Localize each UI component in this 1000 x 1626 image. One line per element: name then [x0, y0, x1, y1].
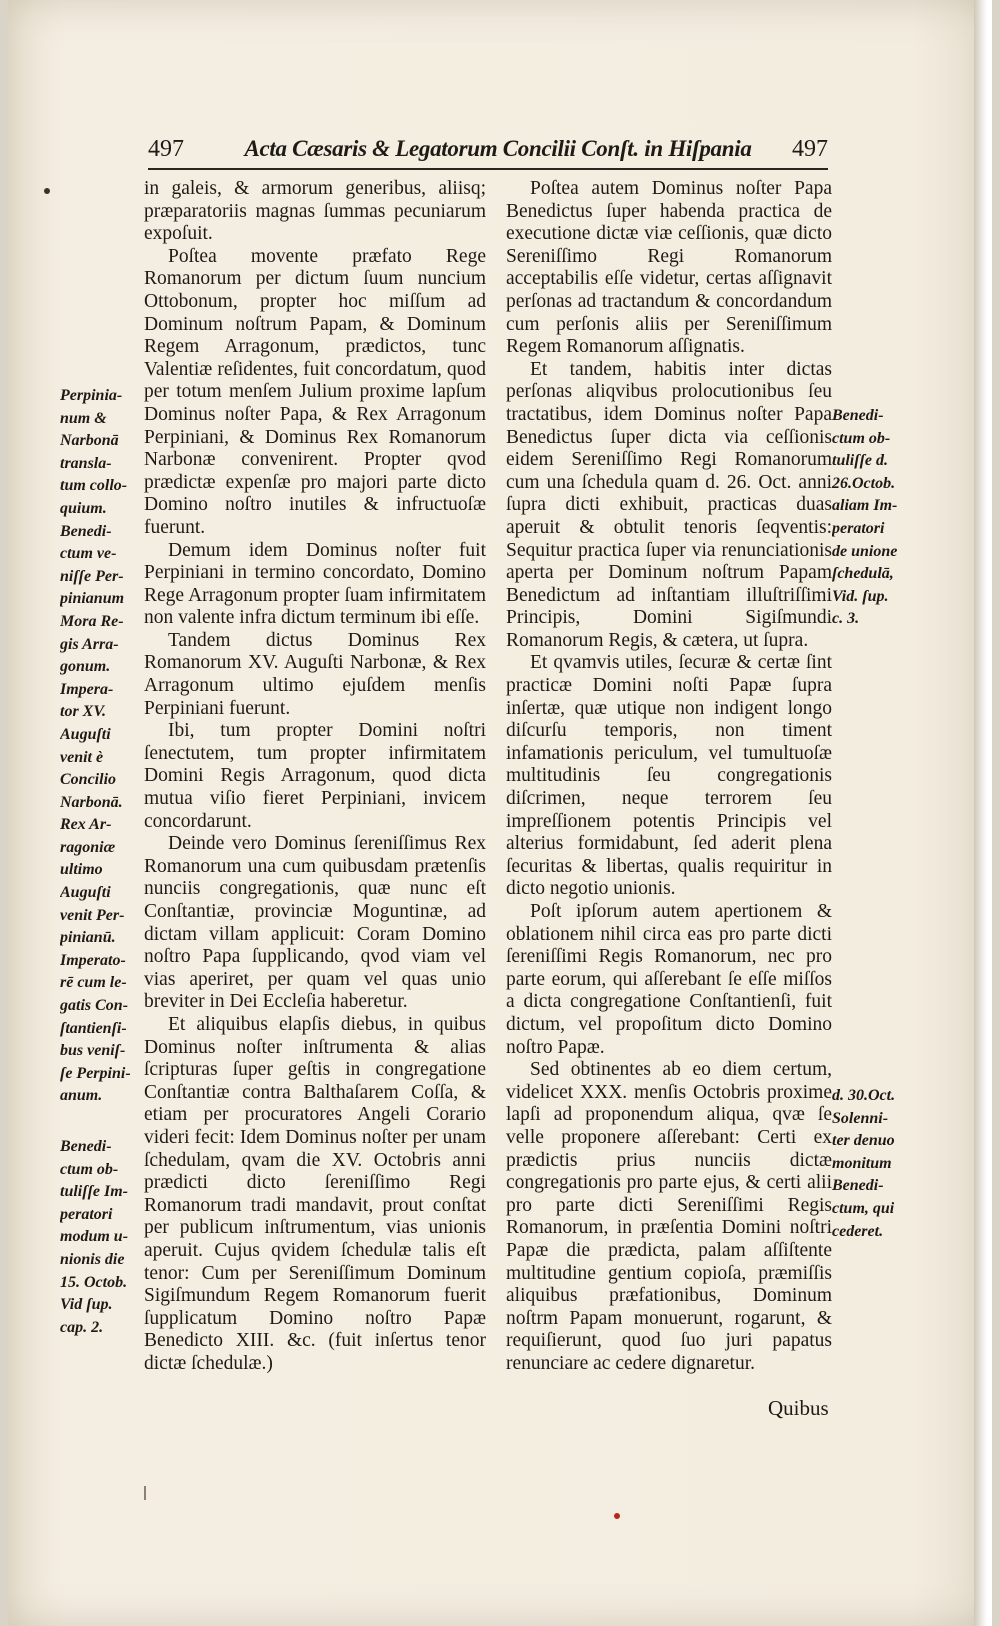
margin-note: Imperato-: [60, 951, 126, 969]
margin-note: tum collo-: [60, 477, 128, 495]
margin-note: Vid. ſup.: [832, 587, 889, 605]
margin-note: peratori: [832, 519, 885, 537]
margin-note: anum.: [60, 1087, 103, 1105]
margin-note: transla-: [60, 454, 112, 472]
running-title: Acta Cæsaris & Legatorum Concilii Conſt. in Hiſpania: [244, 136, 752, 161]
left-margin-notes-lower: [60, 1136, 142, 1339]
margin-note: ſe Perpini-: [60, 1064, 131, 1082]
margin-note: tor XV.: [60, 703, 106, 721]
margin-note: Perpinia-: [60, 387, 123, 404]
margin-note: monitum: [832, 1154, 892, 1172]
paragraph: Et aliquibus elapſis diebus, in quibus Dominus noſter inſtrumenta & alias ſcripturas ſuper geſtis in congregatione Conſtantiæ contra Balthaſarem Coſſa, & etiam per procuratores Angeli Corario videri fecit: Idem Dominus noſter per unam ſchedulam, qvam die XV. Octobris anni prædicti dicto ſereniſſimo Regi Romanorum tradi mandavit, prout conſtat per publicum inſtrumentum, vias unionis aperuit. Cujus qvidem ſchedulæ talis eſt tenor: Cum per Sereniſſimum Dominum Sigiſmundum Regem Romanorum fuerit ſupplicatum Domino noſtro Papæ Benedicto XIII. &c. (fuit inſertus tenor dictæ ſchedulæ.): [144, 1013, 486, 1374]
margin-note: rē cum le-: [60, 974, 127, 992]
paragraph: Poſtea movente præfato Rege Romanorum per dictum ſuum nuncium Ottobonum, propter hoc miſſum ad Dominum noſtrum Papam, & Dominum Regem Arragonum, prædictos, tunc Valentiæ reſidentes, fuit concordatum, quod per totum menſem Julium proxime lapſum Dominus noſter Papa, & Rex Arragonum Perpiniani, & Dominus Rex Romanorum Narbonæ convenirent. Propter qvod prædictæ expenſæ pro majori parte dicto Domino noſtro inutiles & infructuoſæ fuerunt.: [144, 245, 486, 538]
margin-note: 26.Octob.: [832, 474, 896, 492]
paragraph: Poſtea autem Dominus noſter Papa Benedictus ſuper habenda practica de executione dictæ viæ ceſſionis, quæ dicto Sereniſſimo Regi Romanorum acceptabilis eſſe videtur, certas aſſignavit perſonas ad tractandum & concordandum cum perſonis aliis per Sereniſſimum Regem Romanorum aſſignatis.: [506, 178, 832, 358]
margin-note: nionis die: [60, 1250, 125, 1268]
page-number-left: 497: [148, 136, 184, 162]
margin-note: 15. Octob.: [60, 1273, 128, 1291]
margin-note: ctum, qui: [832, 1199, 895, 1217]
right-text-column: [506, 178, 832, 1375]
right-margin-notes-lower: [832, 1085, 918, 1243]
margin-note: Auguſti: [60, 884, 111, 902]
margin-note: ragoniæ: [60, 838, 116, 856]
margin-note: Concilio: [60, 771, 117, 789]
margin-note: gatis Con-: [60, 997, 129, 1015]
margin-note: Rex Ar-: [60, 816, 112, 834]
paragraph: Deinde vero Dominus ſereniſſimus Rex Romanorum una cum quibusdam prætenſis nunciis congregationis, quæ nunc eſt Conſtantiæ, provinciæ Moguntinæ, ad dictam villam applicuit: Coram Domino noſtro Papa ſupplicando, qvod viam vel vias aperiret, per quam vel quas unio breviter in Dei Eccleſia haberetur.: [144, 833, 486, 1013]
left-text-column: [144, 178, 486, 1375]
page-blemish: [144, 1486, 146, 1500]
margin-note: c. 3.: [832, 610, 860, 628]
margin-note: Impera-: [60, 680, 114, 698]
margin-note: Benedi-: [60, 522, 112, 540]
left-margin-notes: [60, 385, 142, 1108]
ink-spot: [44, 188, 50, 194]
margin-note: cederet.: [832, 1222, 884, 1240]
margin-note: ctum ob-: [832, 429, 891, 447]
page-number-right: 497: [792, 136, 828, 162]
margin-note: niſſe Per-: [60, 567, 124, 585]
margin-note: Mora Re-: [60, 612, 124, 630]
margin-note: cap. 2.: [60, 1318, 104, 1336]
paragraph: Et qvamvis utiles, ſecuræ & certæ ſint practicæ Domini noſti Papæ ſupra inſertæ, quæ utique non indigent longo diſcurſu temporis, non timent infamationis periculum, vel tumultuoſæ multitudinis ſeu congregationis diſcrimen, neque terrorem ſeu impreſſionem potentis Principis vel alterius formidabunt, ſed aderit plena ſecuritas & libertas, qualis requiritur in dicto negotio unionis.: [506, 652, 832, 900]
margin-note: ctum ob-: [60, 1160, 119, 1178]
paragraph: in galeis, & armorum generibus, aliisq; præparatoriis magnas ſummas pecuniarum expoſuit.: [144, 178, 486, 245]
paragraph: Demum idem Dominus noſter fuit Perpiniani in termino concordato, Domino Rege Arragonum propter ſuam infirmitatem non valente infra dictum terminum ibi eſſe.: [144, 539, 486, 629]
page-gutter: [974, 0, 992, 1626]
margin-note: Narbonā.: [60, 793, 123, 811]
running-header: [148, 128, 828, 168]
paragraph: Et tandem, habitis inter dictas perſonas aliqvibus prolocutionibus ſeu tractatibus, idem Dominus noſter Papa Benedictus ſuper dicta via ceſſionis eidem Sereniſſimo Regi Romanorum cum una ſchedula quam d. 26. Oct. anni ſupra dicti exhibuit, practicas duas aperuit & obtulit tenoris ſeqventis: Sequitur practica ſuper via renunciationis aperta per Dominum noſtrum Papam Benedictum ad inſtantiam illuſtriſſimi Principis, Domini Sigiſmundi Romanorum Regis, & cætera, ut ſupra.: [506, 358, 832, 651]
margin-note: Benedi-: [832, 407, 884, 424]
paragraph: Ibi, tum propter Domini noſtri ſenectutem, tum propter infirmitatem Domini Regis Arragonum, quod dicta mutua viſio fieret Perpiniani, invicem concordarunt.: [144, 720, 486, 832]
margin-note: ctum ve-: [60, 545, 117, 563]
paragraph: Poſt ipſorum autem apertionem & oblationem nihil circa eas pro parte dicti ſereniſſimi Regis Romanorum, nec pro parte eorum, qui aſſerebant ſe eſſe miſſos a dicta congregatione Conſtantienſi, fuit dictum, vel propoſitum dicto Domino noſtro Papæ.: [506, 901, 832, 1058]
margin-note: ſchedulā,: [832, 565, 894, 583]
margin-note: ter denuo: [832, 1132, 895, 1150]
margin-note: Vid ſup.: [60, 1296, 113, 1314]
margin-note: pinianū.: [60, 929, 116, 947]
margin-note: d. 30.Oct.: [832, 1087, 896, 1104]
margin-note: aliam Im-: [832, 497, 898, 515]
margin-note: modum u-: [60, 1228, 129, 1246]
right-margin-notes: [832, 405, 918, 631]
margin-note: quium.: [60, 499, 107, 517]
book-page: [8, 0, 992, 1626]
ink-spot: [614, 1513, 620, 1519]
margin-note: tuliſſe Im-: [60, 1183, 128, 1201]
margin-note: tuliſſe d.: [832, 452, 888, 470]
catchword: Quibus: [768, 1396, 829, 1420]
paragraph: Sed obtinentes ab eo diem certum, videlicet XXX. menſis Octobris proxime lapſi ad proponendum aliqua, qvæ ſe velle proponere aſſerebant: Certi ex prædictis prius nunciis dictæ congregationis pro parte ejus, & certi alii pro parte dicti Sereniſſimi Regis Romanorum, in præſentia Domini noſtri Papæ die prædicta, palam aſſiſtente multitudine gentium copioſa, præmiſſis aliquibus præfationibus, Dominum noſtrm Papam monuerunt, rogarunt, & requiſierunt, quod ſuo juri papatus renunciare ac cedere dignaretur.: [506, 1059, 832, 1374]
margin-note: Auguſti: [60, 725, 111, 743]
margin-note: Benedi-: [832, 1177, 884, 1195]
margin-note: venit è: [60, 748, 104, 766]
margin-note: gonum.: [60, 658, 111, 676]
margin-note: Benedi-: [60, 1138, 112, 1155]
margin-note: venit Per-: [60, 906, 125, 924]
paragraph: Tandem dictus Dominus Rex Romanorum XV. Auguſti Narbonæ, & Rex Arragonum ultimo ejuſdem menſis Perpiniani fuerunt.: [144, 629, 486, 719]
margin-note: Narbonā: [60, 432, 119, 450]
margin-note: peratori: [60, 1205, 113, 1223]
header-rule: [148, 168, 828, 170]
margin-note: Solenni-: [832, 1109, 889, 1127]
margin-note: bus veniſ-: [60, 1042, 126, 1060]
margin-note: de unione: [832, 542, 898, 560]
margin-note: num &: [60, 409, 107, 427]
margin-note: pinianum: [60, 590, 125, 608]
margin-note: gis Arra-: [60, 635, 119, 653]
margin-note: ultimo: [60, 861, 103, 879]
margin-note: ſtantienſi-: [60, 1019, 127, 1037]
